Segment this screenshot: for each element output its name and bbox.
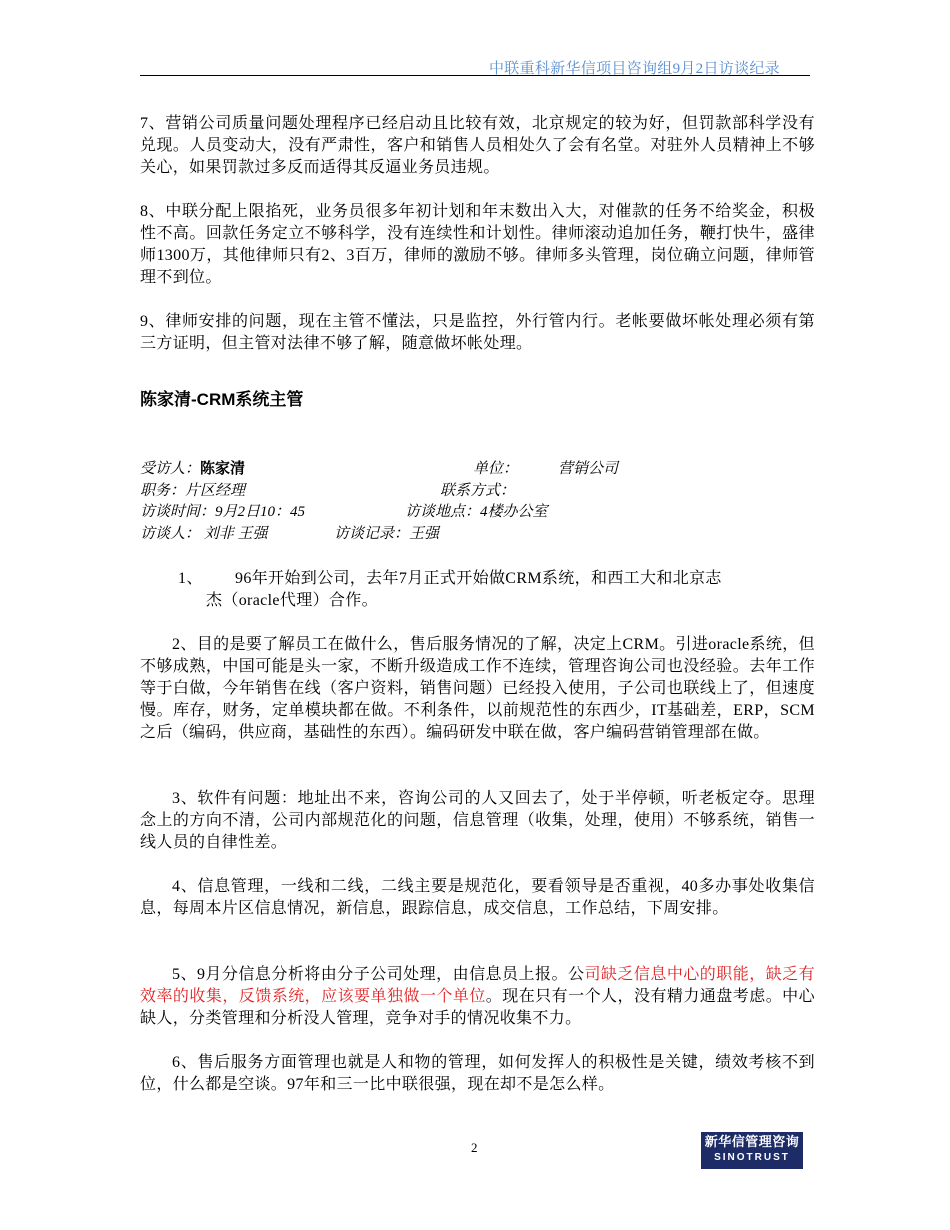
logo-text-cn: 新华信管理咨询	[704, 1135, 800, 1150]
position-line: 职务：片区经理	[140, 483, 246, 499]
item-1-line2: 杰（oracle代理）合作。	[206, 592, 378, 609]
unit-line	[473, 459, 618, 480]
unit-value: 营销公司	[558, 461, 619, 477]
item-1-line1: 96年开始到公司，去年7月正式开始做CRM系统，和西工大和北京志	[235, 570, 722, 587]
recorder-line: 访谈记录：王强	[334, 526, 440, 542]
time-line: 访谈时间：9月2日10：45	[140, 504, 306, 520]
interviewee-line	[140, 459, 245, 480]
item-5-part-b: 。现在只有一个人，没有精力通盘考虑。中心缺人，分类管理和分析没人管理，竞争对手的情况收集不力。	[140, 988, 815, 1027]
interviewee-name: 陈家清	[200, 461, 246, 477]
logo-text-en: SINOTRUST	[714, 1152, 790, 1163]
contact-line: 联系方式：	[440, 483, 516, 499]
interviewers-line: 访谈人： 刘非 王强	[140, 526, 268, 542]
item-5	[140, 964, 815, 1030]
page-number: 2	[471, 1140, 478, 1155]
item-1	[178, 568, 818, 612]
interviewee-label: 受访人：	[140, 461, 201, 477]
paragraph-8: 8、中联分配上限掐死，业务员很多年初计划和年末数出入大，对催款的任务不给奖金，积极性不高。回款任务定立不够科学，没有连续性和计划性。律师滚动追加任务，鞭打快牛，盛律师1300万，其他律师只有2、3百万，律师的激励不够。律师多头管理，岗位确立问题，律师管理不到位。	[140, 203, 815, 286]
item-1-number: 1、	[178, 570, 203, 587]
page-header	[140, 57, 810, 76]
place-line: 访谈地点：4楼办公室	[405, 504, 548, 520]
item-6: 6、售后服务方面管理也就是人和物的管理，如何发挥人的积极性是关键，绩效考核不到位，什么都是空谈。97年和三一比中联很强，现在却不是怎么样。	[140, 1054, 815, 1093]
sinotrust-logo	[701, 1132, 803, 1169]
unit-label: 单位：	[473, 461, 519, 477]
item-5-part-a: 5、9月分信息分析将由分子公司处理，由信息员上报。公	[172, 966, 585, 983]
section-heading: 陈家清-CRM系统主管	[140, 390, 304, 409]
item-3: 3、软件有问题：地址出不来，咨询公司的人又回去了，处于半停顿，听老板定夺。思理念上的方向不清，公司内部规范化的问题，信息管理（收集，处理，使用）不够系统，销售一线人员的自律性差。	[140, 790, 815, 851]
paragraph-7: 7、营销公司质量问题处理程序已经启动且比较有效，北京规定的较为好，但罚款部科学没有兑现。人员变动大，没有严肃性，客户和销售人员相处久了会有名堂。对驻外人员精神上不够关心，如果罚款过多反而适得其反逼业务员违规。	[140, 115, 815, 176]
item-2: 2、目的是要了解员工在做什么，售后服务情况的了解，决定上CRM。引进oracle系统，但不够成熟，中国可能是头一家，不断升级造成工作不连续，管理咨询公司也没经验。去年工作等于白做，今年销售在线（客户资料，销售问题）已经投入使用，子公司也联线上了，但速度慢。库存，财务，定单模块都在做。不利条件，以前规范性的东西少，IT基础差，ERP，SCM之后（编码，供应商，基础性的东西）。编码研发中联在做，客户编码营销管理部在做。	[140, 636, 815, 741]
header-title: 中联重科新华信项目咨询组9月2日访谈纪录	[488, 61, 780, 77]
item-4: 4、信息管理，一线和二线，二线主要是规范化，要看领导是否重视，40多办事处收集信息，每周本片区信息情况，新信息，跟踪信息，成交信息，工作总结，下周安排。	[140, 878, 815, 917]
paragraph-9: 9、律师安排的问题，现在主管不懂法，只是监控，外行管内行。老帐要做坏帐处理必须有第三方证明，但主管对法律不够了解，随意做坏帐处理。	[140, 313, 815, 352]
item-5-highlight: 司缺乏信息中心的职能，缺乏有效率的收集，反馈系统，应该要单独做一个单位	[140, 966, 815, 1005]
